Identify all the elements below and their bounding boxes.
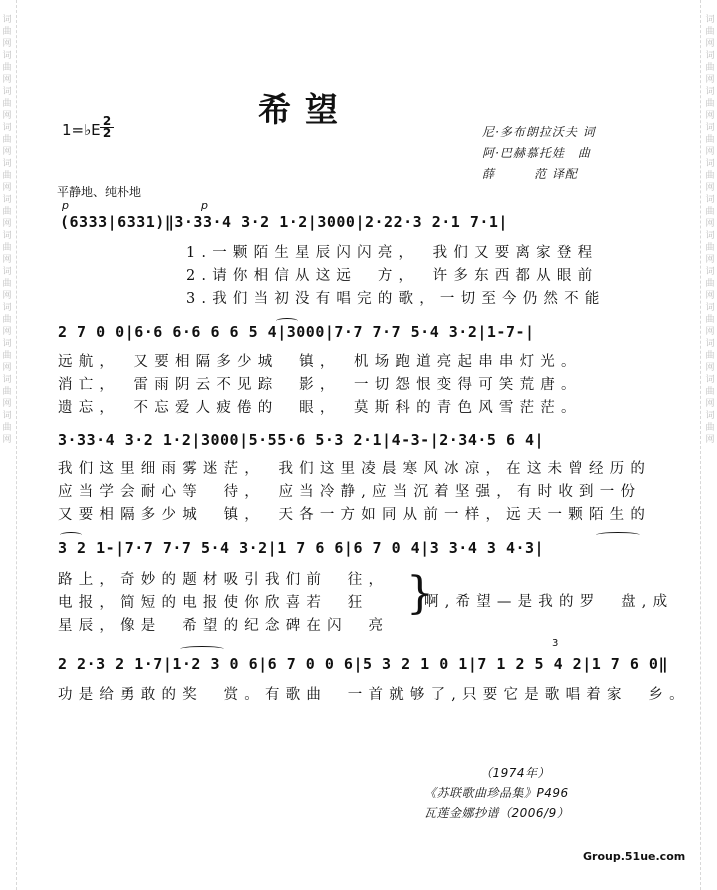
dynamic-mark-intro: p [62, 199, 69, 212]
translator-credit: 薛 范 译配 [482, 167, 578, 181]
notation-line-2: 2 7 0 0|6·6 6·6 6 6 5 4|3000|7·7 7·7 5·4 3·2|1-7-| [58, 323, 535, 341]
key-signature: 1=♭E [62, 121, 101, 139]
slur-mark [596, 532, 640, 538]
slur-mark [60, 532, 82, 538]
time-signature [100, 116, 114, 139]
site-watermark: Group.51ue.com [583, 850, 686, 863]
slur-mark [180, 646, 224, 652]
lyric-line-2-1: 远航， 又要相隔多少城 镇， 机场跑道亮起串串灯光。 [58, 354, 582, 370]
lyric-line-4-3: 星辰，像是 希望的纪念碑在闪 亮 [58, 618, 390, 634]
slur-mark [276, 318, 298, 324]
song-title: 希望 [258, 90, 352, 129]
verse-brace: } [406, 568, 434, 619]
copier-note: 瓦莲金娜抄谱（2006/9） [424, 806, 570, 820]
year-note: （1974年） [480, 766, 551, 780]
right-border-line [700, 0, 701, 890]
lyric-line-1-2: 2.请你相信从这远 方， 许多东西都从眼前 [186, 268, 599, 284]
source-note: 《苏联歌曲珍品集》P496 [424, 786, 569, 800]
meter-bottom: 2 [102, 126, 112, 140]
meter-top: 2 [102, 114, 112, 128]
lyric-line-4-1: 路上，奇妙的题材吸引我们前 往， [58, 572, 390, 588]
lyric-line-3-2: 应当学会耐心等 待， 应当冷静,应当沉着坚强，有时收到一份 [58, 484, 642, 500]
lyric-line-5-1: 功是给勇敢的奖 赏。有歌曲 一首就够了,只要它是歌唱着家 乡。 [58, 687, 690, 703]
right-side-watermark: 词曲网词曲网词曲网词曲网词曲网词曲网词曲网词曲网词曲网词曲网词曲网词曲网 [705, 15, 715, 445]
dynamic-mark-verse: p [201, 199, 208, 212]
lyric-line-1-1: 1.一颗陌生星辰闪闪亮， 我们又要离家登程 [186, 245, 599, 261]
notation-line-4: 3 2 1-|7·7 7·7 5·4 3·2|1 7 6 6|6 7 0 4|3 3·4 3 4·3| [58, 539, 545, 557]
lyric-line-1-3: 3.我们当初没有唱完的歌，一切至今仍然不能 [186, 291, 606, 307]
triplet-mark: 3 [552, 638, 559, 649]
left-border-line [16, 0, 17, 890]
lyric-line-3-3: 又要相隔多少城 镇， 天各一方如同从前一样，远天一颗陌生的 [58, 507, 652, 523]
credits-block [482, 122, 596, 185]
lyric-line-4-2: 电报，简短的电报使你欣喜若 狂 [58, 595, 369, 611]
notation-line-1: (6333|6331)‖3·33·4 3·2 1·2|3000|2·22·3 2·1 7·1| [60, 213, 508, 231]
notation-line-5: 2 2·3 2 1·7|1·2 3 0 6|6 7 0 0 6|5 3 2 1 0 1|7 1 2 5 4 2|1 7 6 0‖ [58, 655, 668, 673]
lyric-line-2-2: 消亡， 雷雨阴云不见踪 影， 一切怨恨变得可笑荒唐。 [58, 377, 582, 393]
chorus-lyric: 啊,希望—是我的罗 盘,成 [424, 594, 674, 610]
tempo-marking: 平静地、纯朴地 [57, 185, 142, 199]
lyric-line-2-3: 遗忘， 不忘爱人疲倦的 眼， 莫斯科的青色风雪茫茫。 [58, 400, 582, 416]
lyricist-credit: 尼·多布朗拉沃夫 词 [482, 125, 596, 139]
left-side-watermark: 词曲网词曲网词曲网词曲网词曲网词曲网词曲网词曲网词曲网词曲网词曲网词曲网 [2, 15, 12, 445]
composer-credit: 阿·巴赫慕托娃 曲 [482, 146, 591, 160]
lyric-line-3-1: 我们这里细雨雾迷茫， 我们这里凌晨寒风冰凉，在这未曾经历的 [58, 461, 652, 477]
notation-line-3: 3·33·4 3·2 1·2|3000|5·55·6 5·3 2·1|4-3-|2·34·5 6 4| [58, 431, 545, 449]
